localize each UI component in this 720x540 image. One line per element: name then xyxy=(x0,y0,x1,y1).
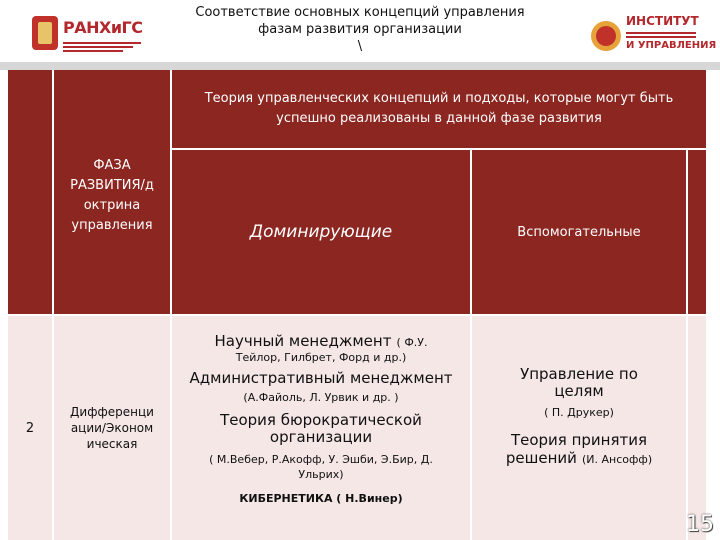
header-dominant-cell xyxy=(172,150,472,316)
header-right-edge-cell xyxy=(686,150,706,316)
header-number-cell xyxy=(8,70,54,316)
row-phase-cell xyxy=(54,316,172,540)
auxiliary-item-1-title: Управление по целям xyxy=(520,365,638,400)
header-phase-cell xyxy=(54,150,172,316)
title-line-3: \ xyxy=(357,39,363,54)
header-phase-text: ФАЗА РАЗВИТИЯ/д октрина управления xyxy=(70,158,154,233)
auxiliary-item-2-title: Теория принятия решений xyxy=(505,431,648,467)
header-dominant-text: Доминирующие xyxy=(249,222,393,242)
auxiliary-item-1-authors: ( П. Друкер) xyxy=(544,406,614,419)
header-phase-cell-top xyxy=(54,70,172,150)
header-auxiliary-cell xyxy=(472,150,686,316)
auxiliary-item-2-authors: (И. Ансофф) xyxy=(582,453,653,466)
institute-logo-line-1: ИНСТИТУТ xyxy=(626,14,699,28)
row-number-cell xyxy=(8,316,54,540)
dominant-item-2-title: Административный менеджмент xyxy=(189,369,453,387)
header-theory-cell xyxy=(172,70,706,150)
row-phase-text: Дифференци ации/Эконом ическая xyxy=(70,405,154,451)
dominant-item-1-authors-a: ( Ф.У. xyxy=(396,336,428,349)
slide-title xyxy=(160,4,560,55)
title-line-2: фазам развития организации xyxy=(258,22,462,37)
dominant-item-3-title: Теория бюрократической организации xyxy=(220,411,422,446)
auxiliary-item-2 xyxy=(479,431,679,468)
dominant-item-2 xyxy=(186,369,456,406)
header-theory-text: Теория управленческих концепций и подходы, которые могут быть успешно реализованы в данной фазе развития xyxy=(204,91,674,126)
header-separator xyxy=(0,62,720,70)
page-number: 15 xyxy=(686,512,714,537)
dominant-item-1 xyxy=(215,332,428,351)
title-line-1: Соответствие основных концепций управления xyxy=(195,5,525,20)
dominant-item-1-authors-b: Тейлор, Гилбрет, Форд и др.) xyxy=(235,351,407,364)
row-auxiliary-cell xyxy=(472,316,686,540)
dominant-item-3-authors: ( М.Вебер, Р.Акофф, У. Эшби, Э.Бир, Д. Ульрих) xyxy=(209,453,433,481)
row-number: 2 xyxy=(25,420,35,436)
row-right-edge-cell xyxy=(686,316,706,540)
ranepa-logo-text: РАНХиГС xyxy=(63,18,143,37)
header-auxiliary-text: Вспомогательные xyxy=(517,224,641,240)
row-dominant-cell xyxy=(172,316,472,540)
dominant-item-1-title: Научный менеджмент xyxy=(214,332,392,350)
institute-logo-line-2: И УПРАВЛЕНИЯ xyxy=(626,40,717,51)
dominant-item-2-authors: (А.Файоль, Л. Урвик и др. ) xyxy=(243,391,399,404)
dominant-item-4: КИБЕРНЕТИКА ( Н.Винер) xyxy=(239,492,403,505)
